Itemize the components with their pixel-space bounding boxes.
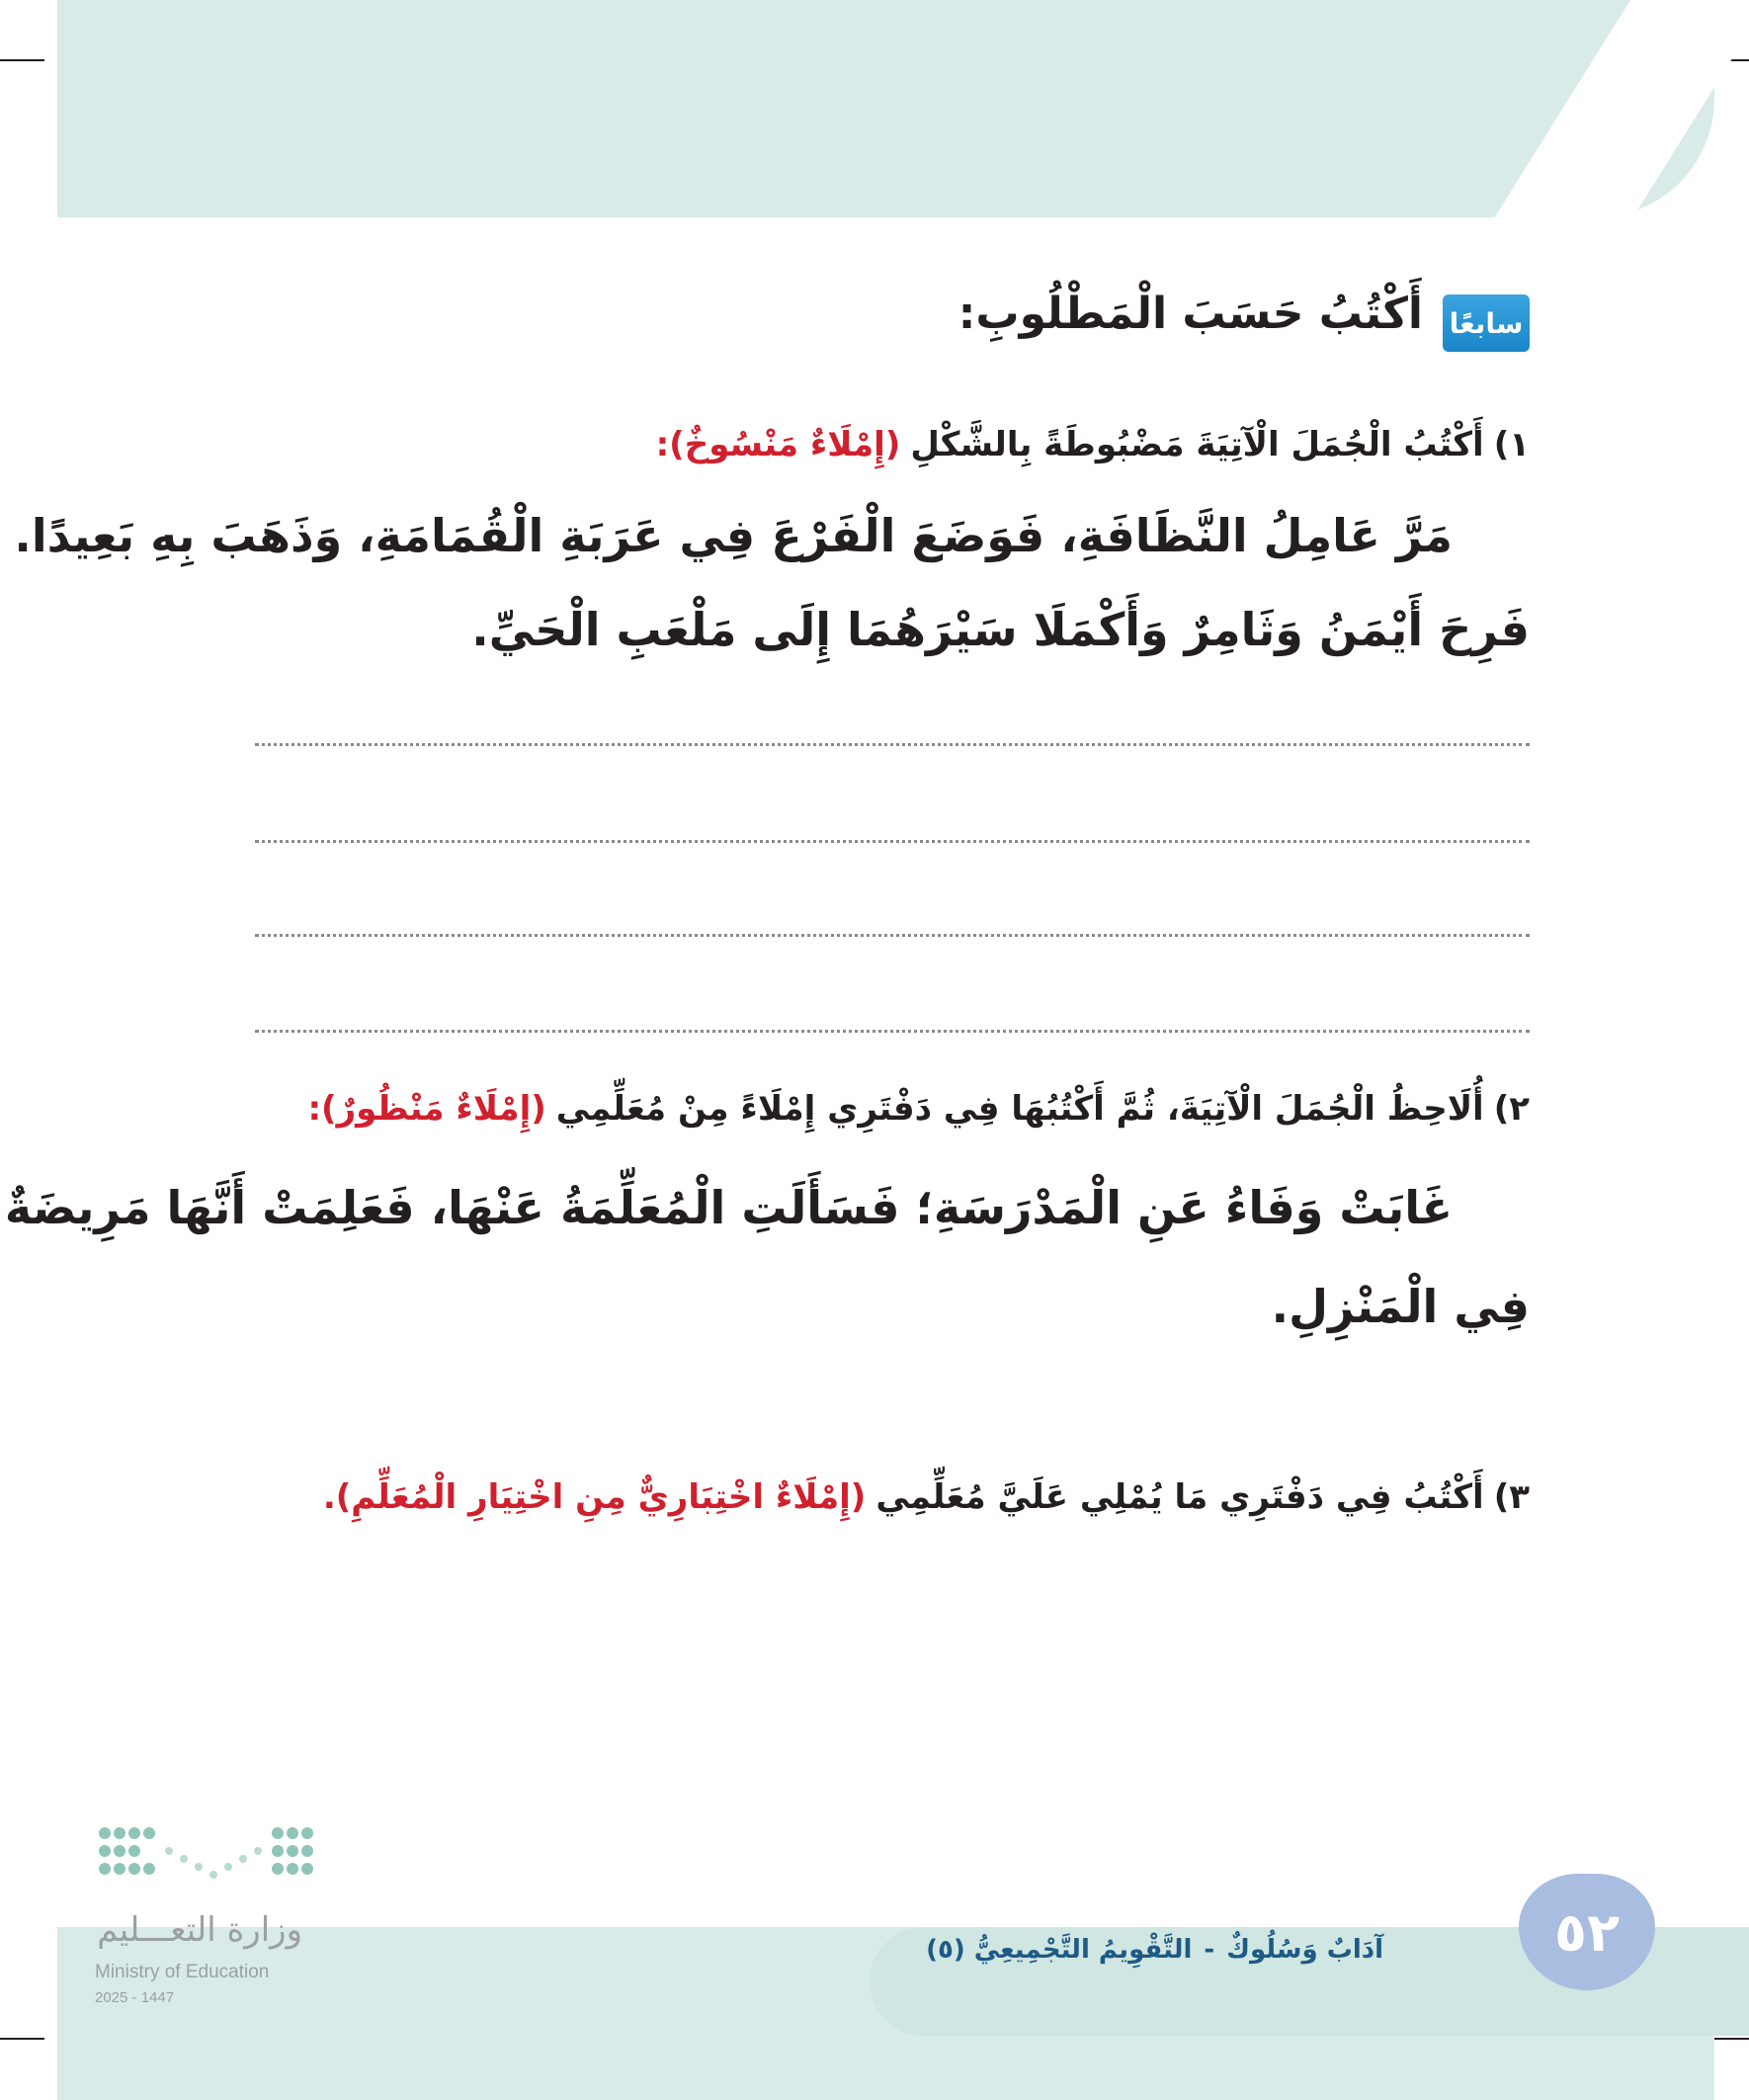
question-1-tag: (إِمْلَاءٌ مَنْسُوخٌ): bbox=[655, 425, 901, 464]
header-band bbox=[57, 0, 1714, 217]
section-title: أَكْتُبُ حَسَبَ الْمَطْلُوبِ: bbox=[958, 289, 1423, 339]
question-2-number: ٢) bbox=[1493, 1089, 1530, 1129]
q1-sentence-2: فَرِحَ أَيْمَنُ وَثَامِرٌ وَأَكْمَلَا سَيْرَهُمَا إِلَى مَلْعَبِ الْحَيِّ. bbox=[471, 603, 1530, 656]
writing-line[interactable] bbox=[255, 934, 1530, 937]
footer-assessment: التَّقْوِيمُ التَّجْمِيعِيُّ (٥) bbox=[926, 1935, 1193, 1965]
writing-line[interactable] bbox=[255, 743, 1530, 746]
logo-year: 2025 - 1447 bbox=[95, 1989, 175, 2006]
crop-mark bbox=[0, 59, 44, 61]
crop-mark bbox=[0, 2038, 44, 2040]
question-2 bbox=[307, 1089, 1530, 1129]
footer-title bbox=[926, 1935, 1383, 1965]
question-1 bbox=[656, 425, 1530, 464]
ministry-logo bbox=[95, 1823, 322, 2031]
section-heading bbox=[344, 289, 1530, 358]
section-badge: سابعًا bbox=[1443, 294, 1530, 352]
question-3 bbox=[323, 1477, 1530, 1517]
footer-unit: آدَابٌ وَسُلُوكٌ bbox=[1226, 1935, 1383, 1965]
logo-arabic-text: وزارة التعـــليم bbox=[97, 1910, 302, 1950]
q1-sentence-1: مَرَّ عَامِلُ النَّظَافَةِ، فَوَضَعَ الْفَرْعَ فِي عَرَبَةِ الْقُمَامَةِ، وَذَهَبَ بِهِ بَعِيدًا. bbox=[14, 509, 1453, 562]
q2-sentence-1: غَابَتْ وَفَاءُ عَنِ الْمَدْرَسَةِ؛ فَسَأَلَتِ الْمُعَلِّمَةُ عَنْهَا، فَعَلِمَتْ أَنَّهَا مَرِيضَةٌ bbox=[4, 1181, 1453, 1234]
writing-line[interactable] bbox=[255, 1030, 1530, 1033]
footer-dash: - bbox=[1204, 1935, 1215, 1965]
writing-line[interactable] bbox=[255, 840, 1530, 843]
question-1-number: ١) bbox=[1493, 425, 1530, 464]
logo-dots-icon bbox=[95, 1823, 322, 1892]
question-2-instruction: أُلَاحِظُ الْجُمَلَ الْآتِيَةَ، ثُمَّ أَكْتُبُهَا فِي دَفْتَرِي إِمْلَاءً مِنْ مُعَلِّمِي bbox=[555, 1089, 1484, 1129]
q2-sentence-2: فِي الْمَنْزِلِ. bbox=[1271, 1280, 1530, 1333]
logo-english-text: Ministry of Education bbox=[95, 1962, 270, 1982]
page-number: ٥٢ bbox=[1519, 1874, 1655, 1990]
question-3-number: ٣) bbox=[1493, 1477, 1530, 1517]
question-1-instruction: أَكْتُبُ الْجُمَلَ الْآتِيَةَ مَضْبُوطَةً بِالشَّكْلِ bbox=[910, 425, 1484, 464]
question-3-tag: (إِمْلَاءٌ اخْتِبَارِيٌّ مِنِ اخْتِيَارِ الْمُعَلِّمِ). bbox=[322, 1477, 867, 1517]
question-3-instruction: أَكْتُبُ فِي دَفْتَرِي مَا يُمْلِي عَلَيَّ مُعَلِّمِي bbox=[875, 1477, 1484, 1517]
question-2-tag: (إِمْلَاءٌ مَنْظُورٌ): bbox=[307, 1089, 546, 1129]
